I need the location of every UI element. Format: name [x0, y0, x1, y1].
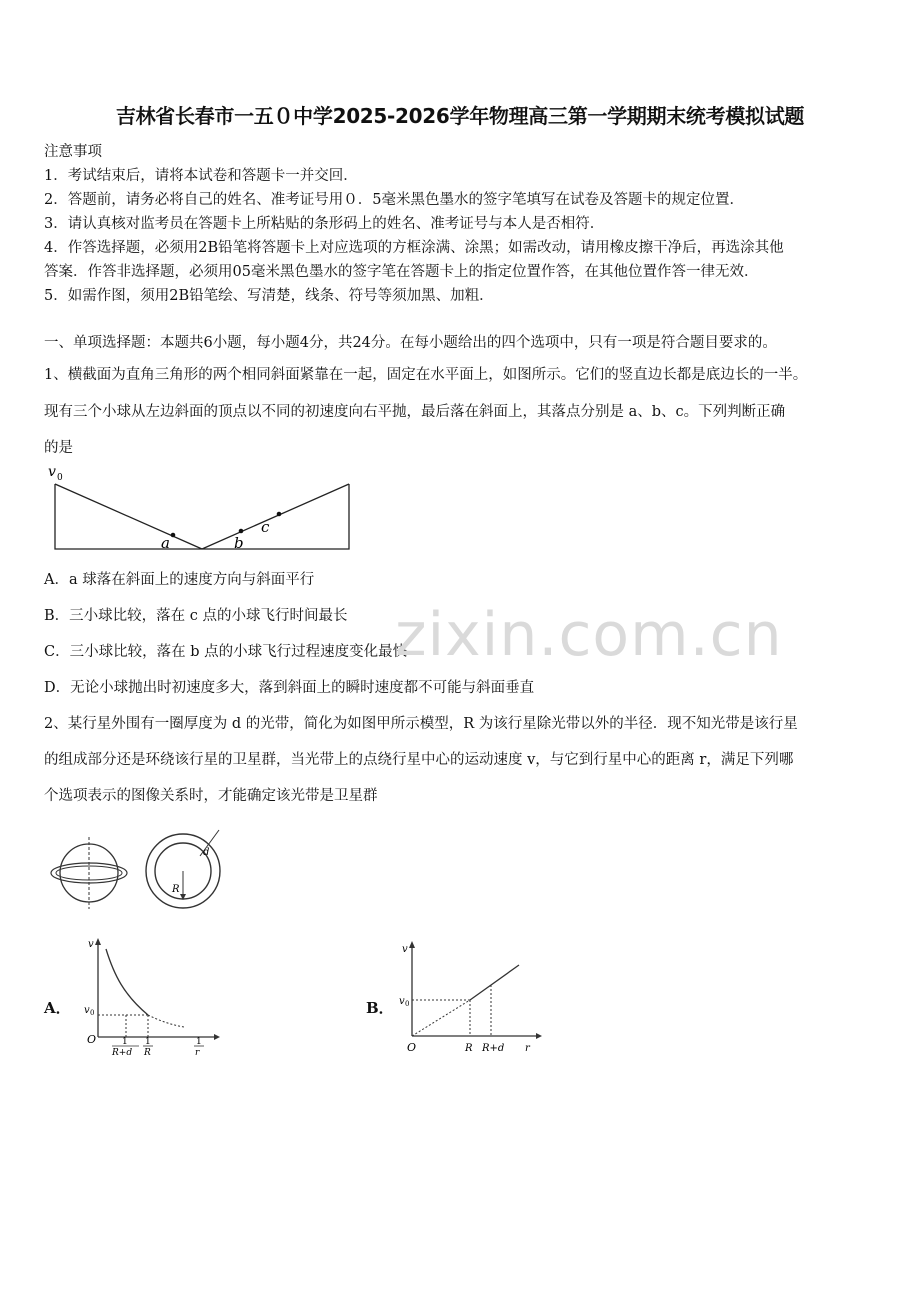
v0-tick-label: v: [399, 996, 405, 1007]
option-a: A．a 球落在斜面上的速度方向与斜面平行: [44, 572, 315, 588]
notice-item: 5．如需作图，须用2B铅笔绘、写清楚，线条、符号等须加黑、加粗．: [44, 288, 494, 304]
v0-tick-label: v: [84, 1005, 90, 1016]
v0-tick-subscript: 0: [90, 1009, 95, 1017]
y-axis-label: v: [402, 944, 408, 955]
q1-text: 1、横截面为直角三角形的两个相同斜面紧靠在一起，固定在水平面上，如图所示。它们的竖直边长都是底边长的一半。: [44, 367, 808, 383]
tick1-denominator: R+d: [112, 1048, 133, 1058]
page-title: 吉林省长春市一五０中学2025-2026学年物理高三第一学期期末统考模拟试题: [115, 104, 805, 128]
y-axis-arrow: [409, 941, 415, 948]
v0-subscript: 0: [57, 473, 63, 483]
q2-text: 个选项表示的图像关系时，才能确定该光带是卫星群: [44, 788, 378, 804]
q1-text: 现有三个小球从左边斜面的顶点以不同的初速度向右平抛，最后落在斜面上，其落点分别是 a、b、c。下列判断正确: [44, 404, 786, 420]
q2-option-b-graph: [398, 938, 548, 1063]
q2-text: 的组成部分还是环绕该行星的卫星群，当光带上的点绕行星中心的运动速度 v，与它到行星中心的距离 r，满足下列哪: [44, 752, 794, 768]
option-c: C．三小球比较，落在 b 点的小球飞行过程速度变化最快: [44, 644, 408, 660]
point-c-label: c: [261, 518, 270, 536]
point-b-label: b: [234, 534, 244, 552]
radius-label: R: [172, 884, 180, 895]
point-a-label: a: [161, 534, 170, 552]
incline-frame: [55, 484, 349, 549]
y-axis-label: v: [88, 939, 94, 950]
origin-label: O: [87, 1033, 97, 1046]
notice-item: 1．考试结束后，请将本试卷和答题卡一并交回．: [44, 168, 358, 184]
left-incline: [55, 484, 202, 549]
watermark: zixin.com.cn: [395, 600, 783, 670]
notice-item: 4．作答选择题，必须用2B铅笔将答题卡上对应选项的方框涂满、涂黑；如需改动，请用橡皮擦干净后，再选涂其他: [44, 240, 784, 256]
section-heading: 一、单项选择题：本题共6小题，每小题4分，共24分。在每小题给出的四个选项中，只有一项是符合题目要求的。: [44, 335, 777, 351]
thickness-label: d: [203, 847, 210, 858]
linear-segment: [470, 965, 519, 1000]
y-axis-arrow: [95, 938, 101, 945]
curve-dashed: [148, 1015, 184, 1027]
q2-option-a-graph: [84, 935, 224, 1060]
q2-option-b-label: B．: [366, 999, 394, 1017]
v0-label: v: [48, 464, 56, 480]
q2-option-a-label: A．: [44, 999, 71, 1017]
curve-solid: [106, 949, 148, 1015]
point-c-dot: [277, 512, 282, 517]
point-b-dot: [239, 529, 244, 534]
q1-incline-figure: [44, 462, 364, 557]
tick2-label: R+d: [482, 1043, 505, 1054]
extrapolated-line: [412, 1000, 470, 1036]
q1-text: 的是: [44, 440, 73, 456]
q2-text: 2、某行星外围有一圈厚度为 d 的光带，简化为如图甲所示模型，R 为该行星除光带以外的半径．现不知光带是该行星: [44, 716, 798, 732]
tick2-denominator: R: [144, 1048, 151, 1058]
notice-item: 3．请认真核对监考员在答题卡上所粘贴的条形码上的姓名、准考证号与本人是否相符．: [44, 216, 605, 232]
x-axis-arrow: [214, 1034, 220, 1040]
x-axis-numerator: 1: [196, 1037, 202, 1047]
x-axis-arrow: [536, 1033, 542, 1039]
x-axis-label: r: [525, 1043, 530, 1054]
planet-ring-figure: [46, 827, 236, 912]
option-b: B．三小球比较，落在 c 点的小球飞行时间最长: [44, 608, 348, 624]
right-incline: [202, 484, 349, 549]
notice-item: 2．答题前，请务必将自己的姓名、准考证号用０．5毫米黑色墨水的签字笔填写在试卷及答题卡的规定位置．: [44, 192, 744, 208]
tick2-numerator: 1: [145, 1037, 151, 1047]
notice-heading: 注意事项: [44, 144, 102, 160]
point-a-dot: [171, 533, 176, 538]
x-axis-denominator: r: [195, 1048, 200, 1058]
notice-item: 答案．作答非选择题，必须用05毫米黑色墨水的签字笔在答题卡上的指定位置作答，在其他位置作答一律无效．: [44, 264, 759, 280]
tick1-label: R: [465, 1043, 473, 1054]
option-d: D．无论小球抛出时初速度多大，落到斜面上的瞬时速度都不可能与斜面垂直: [44, 680, 535, 696]
origin-label: O: [407, 1041, 417, 1054]
tick1-numerator: 1: [122, 1037, 128, 1047]
v0-tick-subscript: 0: [405, 1000, 410, 1008]
